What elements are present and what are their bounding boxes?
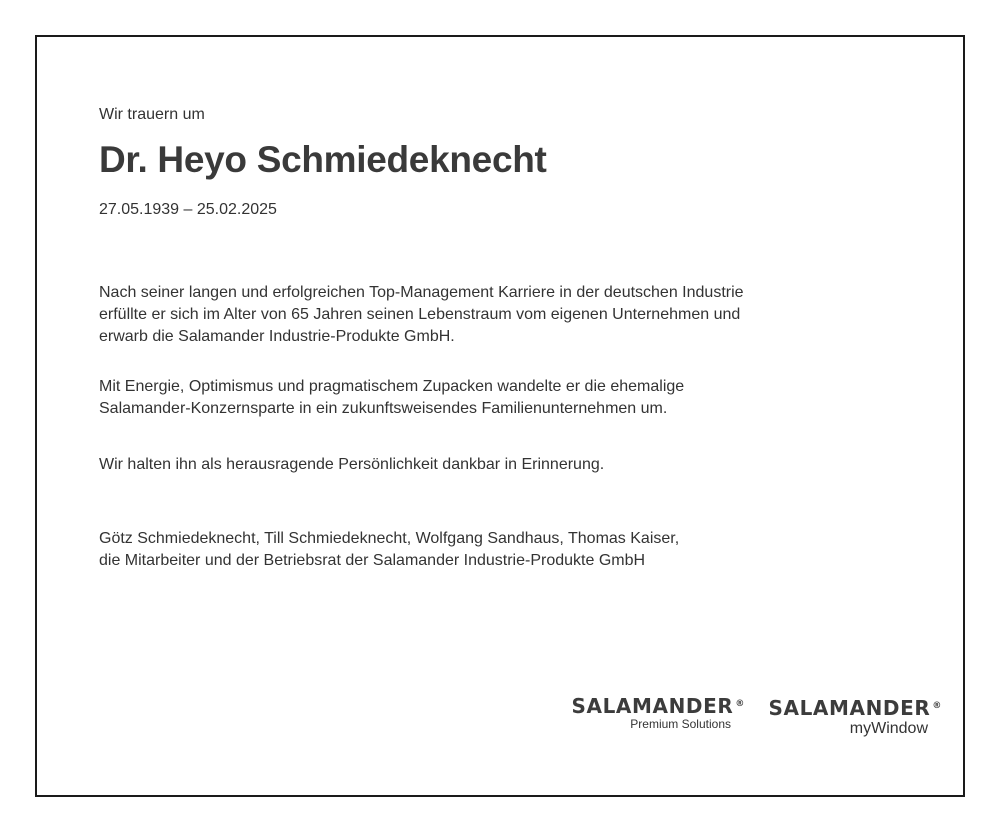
registered-mark: ® xyxy=(735,699,745,709)
logo-brand: SALAMANDER ® xyxy=(768,696,942,720)
life-dates: 27.05.1939 – 25.02.2025 xyxy=(99,201,277,218)
career-paragraph xyxy=(99,282,744,348)
deceased-name: Dr. Heyo Schmiedeknecht xyxy=(99,139,547,180)
salamander-premium-solutions-logo xyxy=(545,695,745,731)
salamander-mywindow-logo xyxy=(742,697,942,739)
paragraph-line: Mit Energie, Optimismus und pragmatischem Zupacken wandelte er die ehemalige xyxy=(99,378,685,395)
obituary-frame xyxy=(35,35,965,797)
signatories xyxy=(99,528,679,572)
paragraph-line: erfüllte er sich im Alter von 65 Jahren seinen Lebenstraum vom eigenen Unternehmen und xyxy=(99,306,741,323)
logo-subtitle: Premium Solutions xyxy=(630,717,731,731)
signatory-line: Götz Schmiedeknecht, Till Schmiedeknecht, Wolfgang Sandhaus, Thomas Kaiser, xyxy=(99,530,680,547)
logo-brand: SALAMANDER ® xyxy=(571,694,745,718)
paragraph-line: Nach seiner langen und erfolgreichen Top-Management Karriere in der deutschen Industrie xyxy=(99,284,744,301)
logo-subtitle: myWindow xyxy=(849,720,928,737)
achievement-paragraph xyxy=(99,376,684,420)
paragraph-line: Wir halten ihn als herausragende Persönlichkeit dankbar in Erinnerung. xyxy=(99,456,605,473)
signatory-line: die Mitarbeiter und der Betriebsrat der Salamander Industrie-Produkte GmbH xyxy=(99,552,646,569)
paragraph-line: Salamander-Konzernsparte in ein zukunftsweisendes Familienunternehmen um. xyxy=(99,400,668,417)
intro-line: Wir trauern um xyxy=(99,106,205,123)
registered-mark: ® xyxy=(932,701,942,711)
remembrance-paragraph xyxy=(99,454,604,476)
paragraph-line: erwarb die Salamander Industrie-Produkte GmbH. xyxy=(99,328,455,345)
